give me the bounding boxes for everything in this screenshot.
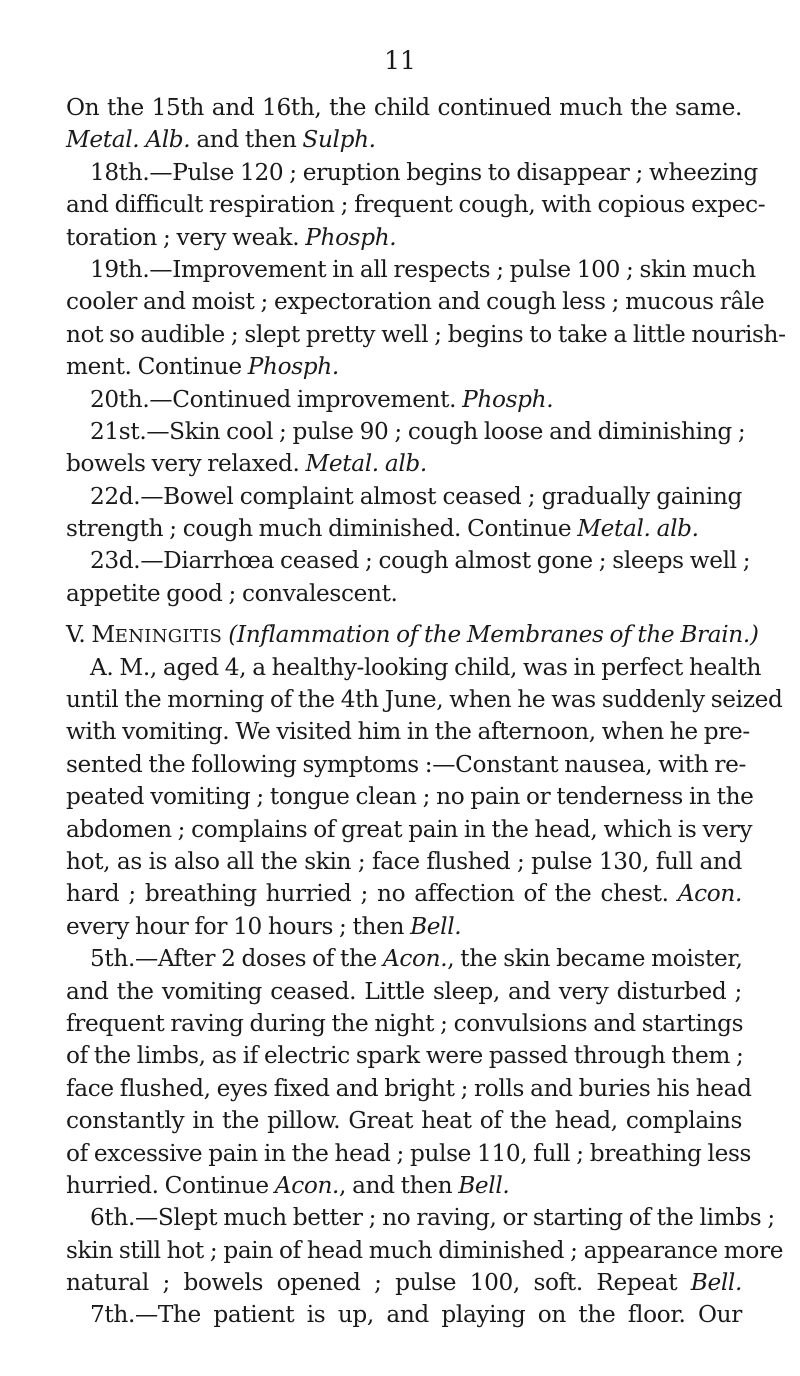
section-heading: V. MENINGITIS (Inflammation of the Membranes of the Brain.) <box>66 621 759 649</box>
text-line: 18th.—Pulse 120 ; eruption begins to disappear ; wheezing <box>90 158 758 186</box>
text-line: of the limbs, as if electric spark were passed through them ; <box>66 1042 744 1070</box>
remedy-name: Phosph. <box>247 353 339 381</box>
text-line: strength ; cough much diminished. Continue Metal. alb. <box>66 515 699 543</box>
text-line: abdomen ; complains of great pain in the head, which is very <box>66 815 753 843</box>
text-line: 23d.—Diarrhœa ceased ; cough almost gone ; sleeps well ; <box>90 547 751 575</box>
text-line: 19th.—Improvement in all respects ; pulse 100 ; skin much <box>90 255 756 283</box>
text-line: hard ; breathing hurried ; no affection of the chest. Acon. <box>66 880 742 908</box>
remedy-name: Metal. Alb. <box>66 126 191 154</box>
text-line: and difficult respiration ; frequent cough, with copious expec- <box>66 191 766 219</box>
text-line: hurried. Continue Acon., and then Bell. <box>66 1171 510 1199</box>
text-line: and the vomiting ceased. Little sleep, and very disturbed ; <box>66 977 742 1005</box>
text-line: of excessive pain in the head ; pulse 110, full ; breathing less <box>66 1139 752 1167</box>
remedy-name: Phosph. <box>462 385 554 413</box>
remedy-name: Bell. <box>458 1171 510 1199</box>
text-line: every hour for 10 hours ; then Bell. <box>66 912 462 940</box>
text-line: Metal. Alb. and then Sulph. <box>66 126 376 154</box>
text-line: not so audible ; slept pretty well ; begins to take a little nourish- <box>66 320 786 348</box>
text-line: with vomiting. We visited him in the afternoon, when he pre- <box>66 718 750 746</box>
text-line: 6th.—Slept much better ; no raving, or starting of the limbs ; <box>90 1204 775 1232</box>
page-number: 11 <box>384 46 416 75</box>
text-line: face flushed, eyes fixed and bright ; rolls and buries his head <box>66 1074 752 1102</box>
text-line: skin still hot ; pain of head much diminished ; appearance more <box>66 1236 784 1264</box>
text-line: frequent raving during the night ; convulsions and startings <box>66 1009 744 1037</box>
remedy-name: Acon. <box>274 1171 340 1199</box>
text-line: until the morning of the 4th June, when he was suddenly seized <box>66 686 783 714</box>
text-line: ment. Continue Phosph. <box>66 353 339 381</box>
text-line: sented the following symptoms :—Constant nausea, with re- <box>66 750 747 778</box>
text-line: 21st.—Skin cool ; pulse 90 ; cough loose and diminishing ; <box>90 417 746 445</box>
text-line: On the 15th and 16th, the child continued much the same. <box>66 94 742 121</box>
remedy-name: Acon. <box>382 945 448 973</box>
remedy-name: Bell. <box>410 912 462 940</box>
text-line: constantly in the pillow. Great heat of the head, complains <box>66 1107 742 1135</box>
text-line: bowels very relaxed. Metal. alb. <box>66 450 427 478</box>
text-line: 20th.—Continued improvement. Phosph. <box>90 385 554 413</box>
remedy-name: Phosph. <box>305 223 397 251</box>
text-line: appetite good ; convalescent. <box>66 579 398 607</box>
remedy-name: Acon. <box>677 880 742 908</box>
text-line: 22d.—Bowel complaint almost ceased ; gradually gaining <box>90 482 742 510</box>
text-line: hot, as is also all the skin ; face flushed ; pulse 130, full and <box>66 847 742 875</box>
text-line: cooler and moist ; expectoration and cough less ; mucous râle <box>66 288 765 316</box>
text-line: peated vomiting ; tongue clean ; no pain or tenderness in the <box>66 783 754 811</box>
page-body <box>66 92 786 1332</box>
text-line: toration ; very weak. Phosph. <box>66 223 397 251</box>
section-subtitle: (Inflammation of the Membranes of the Brain.) <box>228 621 759 649</box>
remedy-name: Metal. alb. <box>577 515 699 543</box>
text-line: A. M., aged 4, a healthy-looking child, was in perfect health <box>90 653 762 681</box>
text-line: 7th.—The patient is up, and playing on the floor. Our <box>90 1301 742 1329</box>
remedy-name: Sulph. <box>302 126 376 154</box>
remedy-name: Metal. alb. <box>305 450 427 478</box>
text-line: 5th.—After 2 doses of the Acon., the skin became moister, <box>90 945 743 973</box>
remedy-name: Bell. <box>690 1269 742 1297</box>
text-line: natural ; bowels opened ; pulse 100, soft. Repeat Bell. <box>66 1269 742 1297</box>
